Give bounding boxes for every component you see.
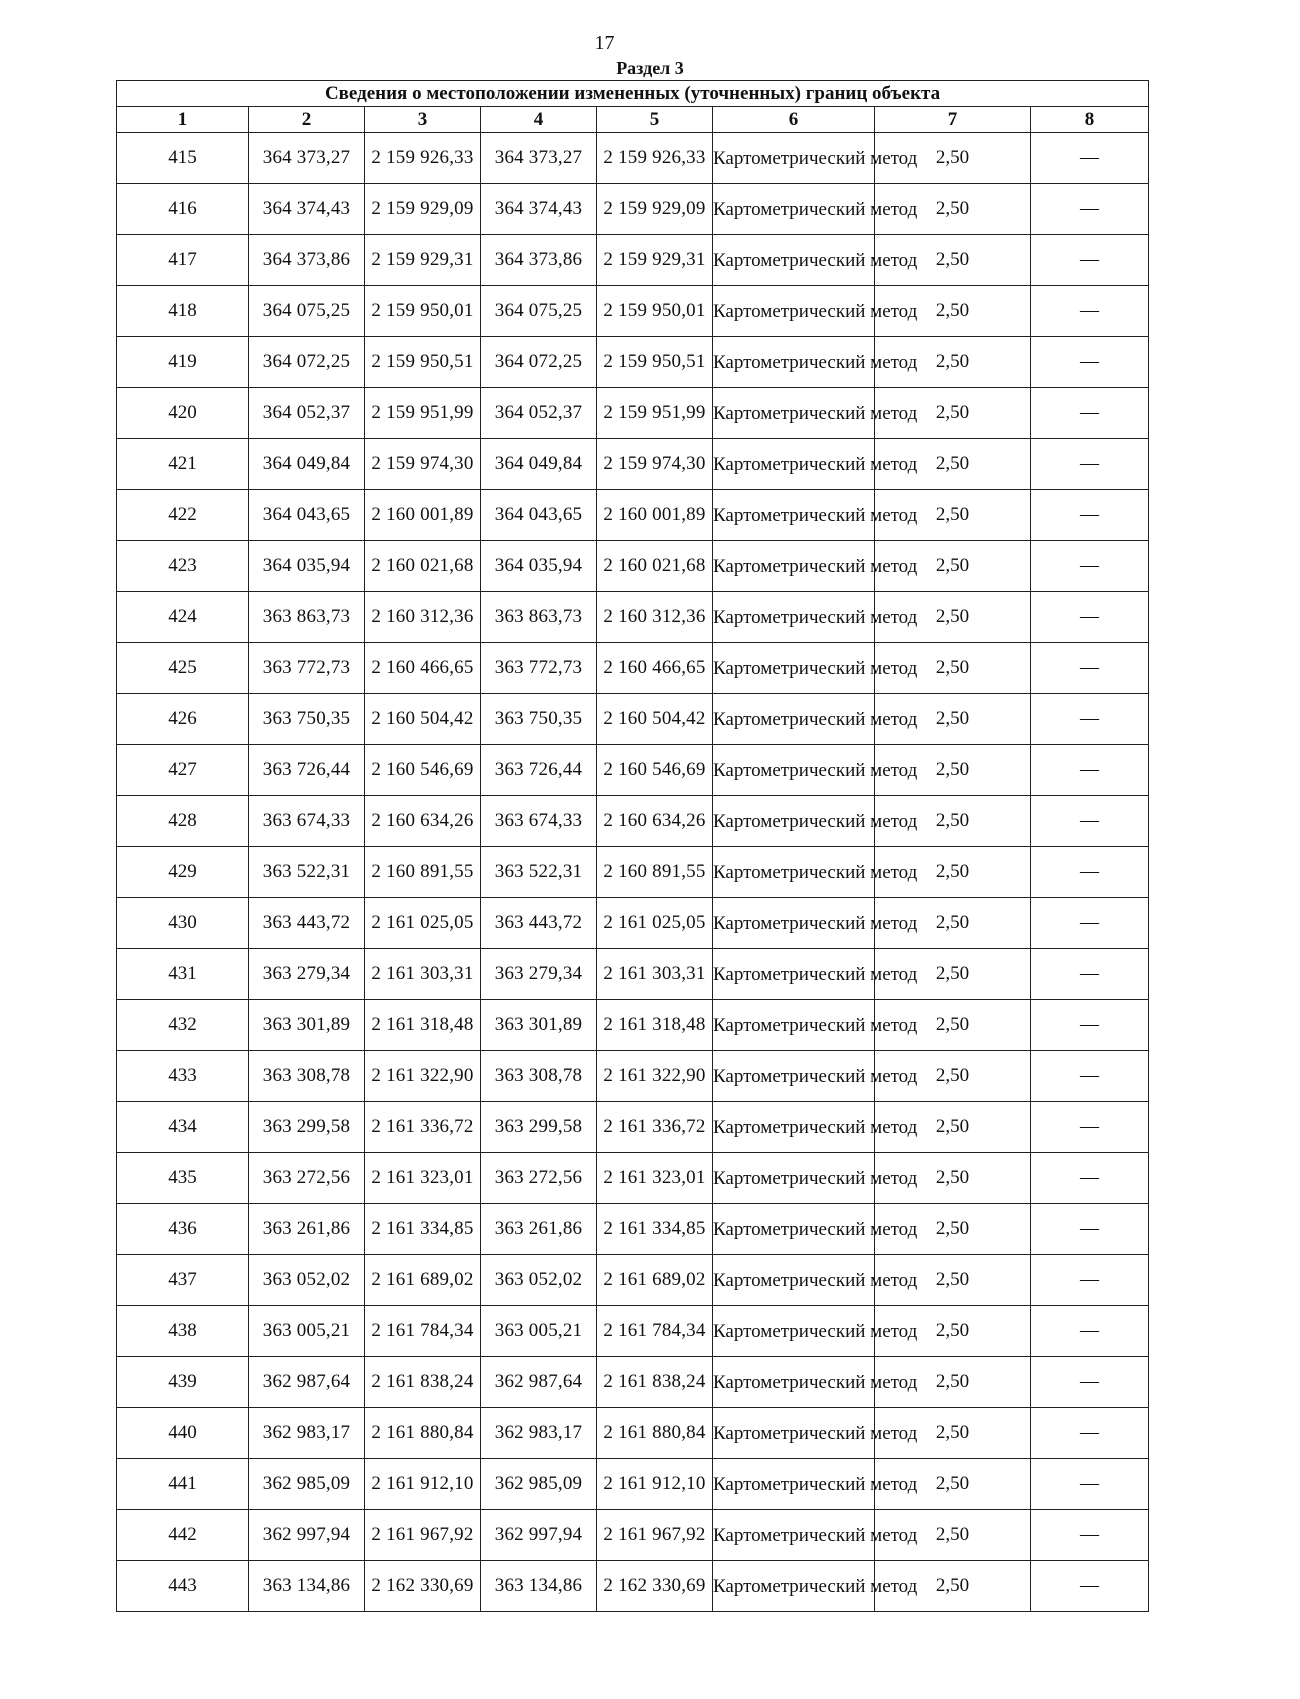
- accuracy-cell: 2,50: [875, 133, 1031, 184]
- x-existing-cell: 364 035,94: [249, 541, 365, 592]
- x-existing-cell: 363 522,31: [249, 847, 365, 898]
- x-new-cell: 363 299,58: [481, 1102, 597, 1153]
- table-row: [117, 1153, 1149, 1204]
- point-number-cell: 416: [117, 184, 249, 235]
- y-new-cell: 2 161 303,31: [597, 949, 713, 1000]
- description-cell: —: [1031, 286, 1149, 337]
- table-row: [117, 1000, 1149, 1051]
- y-existing-cell: 2 161 336,72: [365, 1102, 481, 1153]
- y-new-cell: 2 160 021,68: [597, 541, 713, 592]
- accuracy-cell: 2,50: [875, 439, 1031, 490]
- x-new-cell: 364 075,25: [481, 286, 597, 337]
- y-existing-cell: 2 159 950,01: [365, 286, 481, 337]
- x-new-cell: 363 272,56: [481, 1153, 597, 1204]
- accuracy-cell: 2,50: [875, 337, 1031, 388]
- point-number-cell: 435: [117, 1153, 249, 1204]
- column-number: 7: [875, 107, 1031, 133]
- y-new-cell: 2 160 546,69: [597, 745, 713, 796]
- y-existing-cell: 2 161 784,34: [365, 1306, 481, 1357]
- x-new-cell: 364 035,94: [481, 541, 597, 592]
- y-new-cell: 2 161 323,01: [597, 1153, 713, 1204]
- description-cell: —: [1031, 1051, 1149, 1102]
- x-new-cell: 362 987,64: [481, 1357, 597, 1408]
- accuracy-cell: 2,50: [875, 1102, 1031, 1153]
- y-new-cell: 2 160 001,89: [597, 490, 713, 541]
- page-number: 17: [594, 32, 615, 54]
- point-number-cell: 418: [117, 286, 249, 337]
- point-number-cell: 438: [117, 1306, 249, 1357]
- y-new-cell: 2 159 950,01: [597, 286, 713, 337]
- description-cell: —: [1031, 184, 1149, 235]
- point-number-cell: 437: [117, 1255, 249, 1306]
- table-row: [117, 235, 1149, 286]
- method-cell: Картометрический метод: [713, 1204, 875, 1255]
- y-existing-cell: 2 161 322,90: [365, 1051, 481, 1102]
- table-row: [117, 847, 1149, 898]
- x-new-cell: 363 726,44: [481, 745, 597, 796]
- method-cell: Картометрический метод: [713, 694, 875, 745]
- y-existing-cell: 2 159 929,09: [365, 184, 481, 235]
- method-cell: Картометрический метод: [713, 541, 875, 592]
- x-existing-cell: 363 299,58: [249, 1102, 365, 1153]
- point-number-cell: 421: [117, 439, 249, 490]
- x-existing-cell: 363 674,33: [249, 796, 365, 847]
- x-existing-cell: 364 052,37: [249, 388, 365, 439]
- x-new-cell: 363 301,89: [481, 1000, 597, 1051]
- description-cell: —: [1031, 439, 1149, 490]
- accuracy-cell: 2,50: [875, 1153, 1031, 1204]
- method-cell: Картометрический метод: [713, 439, 875, 490]
- x-existing-cell: 362 983,17: [249, 1408, 365, 1459]
- accuracy-cell: 2,50: [875, 847, 1031, 898]
- column-number: 2: [249, 107, 365, 133]
- method-cell: Картометрический метод: [713, 1255, 875, 1306]
- accuracy-cell: 2,50: [875, 1000, 1031, 1051]
- x-new-cell: 364 374,43: [481, 184, 597, 235]
- point-number-cell: 415: [117, 133, 249, 184]
- accuracy-cell: 2,50: [875, 1255, 1031, 1306]
- table-row: [117, 796, 1149, 847]
- description-cell: —: [1031, 796, 1149, 847]
- table-row: [117, 337, 1149, 388]
- y-existing-cell: 2 160 504,42: [365, 694, 481, 745]
- method-cell: Картометрический метод: [713, 745, 875, 796]
- x-existing-cell: 363 261,86: [249, 1204, 365, 1255]
- point-number-cell: 425: [117, 643, 249, 694]
- table-row: [117, 643, 1149, 694]
- table-row: [117, 1561, 1149, 1612]
- description-cell: —: [1031, 1102, 1149, 1153]
- accuracy-cell: 2,50: [875, 1306, 1031, 1357]
- y-new-cell: 2 160 634,26: [597, 796, 713, 847]
- y-existing-cell: 2 161 967,92: [365, 1510, 481, 1561]
- table-row: [117, 1459, 1149, 1510]
- y-existing-cell: 2 159 926,33: [365, 133, 481, 184]
- x-existing-cell: 363 301,89: [249, 1000, 365, 1051]
- accuracy-cell: 2,50: [875, 541, 1031, 592]
- y-existing-cell: 2 161 334,85: [365, 1204, 481, 1255]
- description-cell: —: [1031, 1408, 1149, 1459]
- y-existing-cell: 2 161 912,10: [365, 1459, 481, 1510]
- description-cell: —: [1031, 235, 1149, 286]
- point-number-cell: 441: [117, 1459, 249, 1510]
- y-new-cell: 2 159 974,30: [597, 439, 713, 490]
- x-new-cell: 363 308,78: [481, 1051, 597, 1102]
- x-existing-cell: 364 373,86: [249, 235, 365, 286]
- y-existing-cell: 2 161 838,24: [365, 1357, 481, 1408]
- x-new-cell: 364 043,65: [481, 490, 597, 541]
- table-row: [117, 1204, 1149, 1255]
- accuracy-cell: 2,50: [875, 745, 1031, 796]
- x-existing-cell: 362 997,94: [249, 1510, 365, 1561]
- y-new-cell: 2 159 929,09: [597, 184, 713, 235]
- method-cell: Картометрический метод: [713, 949, 875, 1000]
- method-cell: Картометрический метод: [713, 286, 875, 337]
- accuracy-cell: 2,50: [875, 286, 1031, 337]
- accuracy-cell: 2,50: [875, 643, 1031, 694]
- accuracy-cell: 2,50: [875, 1459, 1031, 1510]
- column-number: 8: [1031, 107, 1149, 133]
- description-cell: —: [1031, 1459, 1149, 1510]
- x-existing-cell: 364 075,25: [249, 286, 365, 337]
- description-cell: —: [1031, 592, 1149, 643]
- x-new-cell: 364 052,37: [481, 388, 597, 439]
- method-cell: Картометрический метод: [713, 1102, 875, 1153]
- y-existing-cell: 2 162 330,69: [365, 1561, 481, 1612]
- accuracy-cell: 2,50: [875, 1510, 1031, 1561]
- column-number: 4: [481, 107, 597, 133]
- method-cell: Картометрический метод: [713, 490, 875, 541]
- y-existing-cell: 2 160 891,55: [365, 847, 481, 898]
- description-cell: —: [1031, 1306, 1149, 1357]
- description-cell: —: [1031, 949, 1149, 1000]
- description-cell: —: [1031, 388, 1149, 439]
- table-row: [117, 1408, 1149, 1459]
- x-new-cell: 363 005,21: [481, 1306, 597, 1357]
- x-existing-cell: 364 043,65: [249, 490, 365, 541]
- point-number-cell: 417: [117, 235, 249, 286]
- table-row: [117, 1051, 1149, 1102]
- table-row: [117, 694, 1149, 745]
- x-existing-cell: 364 049,84: [249, 439, 365, 490]
- table-row: [117, 949, 1149, 1000]
- y-new-cell: 2 161 838,24: [597, 1357, 713, 1408]
- x-new-cell: 363 279,34: [481, 949, 597, 1000]
- x-existing-cell: 363 443,72: [249, 898, 365, 949]
- y-new-cell: 2 159 926,33: [597, 133, 713, 184]
- point-number-cell: 442: [117, 1510, 249, 1561]
- x-new-cell: 362 985,09: [481, 1459, 597, 1510]
- method-cell: Картометрический метод: [713, 847, 875, 898]
- y-new-cell: 2 161 322,90: [597, 1051, 713, 1102]
- description-cell: —: [1031, 898, 1149, 949]
- y-new-cell: 2 161 784,34: [597, 1306, 713, 1357]
- table-row: [117, 388, 1149, 439]
- point-number-cell: 439: [117, 1357, 249, 1408]
- point-number-cell: 423: [117, 541, 249, 592]
- table-row: [117, 592, 1149, 643]
- x-existing-cell: 364 374,43: [249, 184, 365, 235]
- table-row: [117, 286, 1149, 337]
- table-row: [117, 1510, 1149, 1561]
- point-number-cell: 434: [117, 1102, 249, 1153]
- table-row: [117, 133, 1149, 184]
- table-row: [117, 1357, 1149, 1408]
- accuracy-cell: 2,50: [875, 1561, 1031, 1612]
- y-existing-cell: 2 159 951,99: [365, 388, 481, 439]
- boundary-coordinates-table: [116, 80, 1149, 1612]
- x-existing-cell: 364 373,27: [249, 133, 365, 184]
- description-cell: —: [1031, 643, 1149, 694]
- section-title: Раздел 3: [616, 58, 684, 78]
- y-new-cell: 2 161 336,72: [597, 1102, 713, 1153]
- table-row: [117, 1306, 1149, 1357]
- method-cell: Картометрический метод: [713, 1357, 875, 1408]
- accuracy-cell: 2,50: [875, 490, 1031, 541]
- description-cell: —: [1031, 1357, 1149, 1408]
- x-existing-cell: 363 726,44: [249, 745, 365, 796]
- method-cell: Картометрический метод: [713, 643, 875, 694]
- description-cell: —: [1031, 1510, 1149, 1561]
- description-cell: —: [1031, 1000, 1149, 1051]
- y-new-cell: 2 160 891,55: [597, 847, 713, 898]
- method-cell: Картометрический метод: [713, 1408, 875, 1459]
- method-cell: Картометрический метод: [713, 796, 875, 847]
- point-number-cell: 440: [117, 1408, 249, 1459]
- method-cell: Картометрический метод: [713, 898, 875, 949]
- x-new-cell: 364 072,25: [481, 337, 597, 388]
- y-new-cell: 2 162 330,69: [597, 1561, 713, 1612]
- x-new-cell: 363 522,31: [481, 847, 597, 898]
- description-cell: —: [1031, 1153, 1149, 1204]
- y-existing-cell: 2 161 303,31: [365, 949, 481, 1000]
- x-new-cell: 363 134,86: [481, 1561, 597, 1612]
- point-number-cell: 433: [117, 1051, 249, 1102]
- y-existing-cell: 2 159 950,51: [365, 337, 481, 388]
- x-existing-cell: 363 772,73: [249, 643, 365, 694]
- y-new-cell: 2 159 950,51: [597, 337, 713, 388]
- method-cell: Картометрический метод: [713, 337, 875, 388]
- y-new-cell: 2 161 967,92: [597, 1510, 713, 1561]
- y-existing-cell: 2 161 318,48: [365, 1000, 481, 1051]
- y-new-cell: 2 161 880,84: [597, 1408, 713, 1459]
- x-new-cell: 364 373,86: [481, 235, 597, 286]
- x-existing-cell: 364 072,25: [249, 337, 365, 388]
- description-cell: —: [1031, 337, 1149, 388]
- y-new-cell: 2 160 466,65: [597, 643, 713, 694]
- point-number-cell: 443: [117, 1561, 249, 1612]
- x-new-cell: 363 674,33: [481, 796, 597, 847]
- point-number-cell: 429: [117, 847, 249, 898]
- point-number-cell: 427: [117, 745, 249, 796]
- method-cell: Картометрический метод: [713, 592, 875, 643]
- x-new-cell: 362 997,94: [481, 1510, 597, 1561]
- y-new-cell: 2 161 318,48: [597, 1000, 713, 1051]
- table-row: [117, 490, 1149, 541]
- table-row: [117, 898, 1149, 949]
- x-existing-cell: 363 272,56: [249, 1153, 365, 1204]
- point-number-cell: 424: [117, 592, 249, 643]
- y-new-cell: 2 161 334,85: [597, 1204, 713, 1255]
- x-existing-cell: 363 052,02: [249, 1255, 365, 1306]
- column-number: 3: [365, 107, 481, 133]
- y-existing-cell: 2 160 021,68: [365, 541, 481, 592]
- description-cell: —: [1031, 541, 1149, 592]
- method-cell: Картометрический метод: [713, 1000, 875, 1051]
- column-number: 6: [713, 107, 875, 133]
- accuracy-cell: 2,50: [875, 1357, 1031, 1408]
- accuracy-cell: 2,50: [875, 388, 1031, 439]
- x-new-cell: 364 049,84: [481, 439, 597, 490]
- table-row: [117, 439, 1149, 490]
- point-number-cell: 419: [117, 337, 249, 388]
- table-row: [117, 745, 1149, 796]
- method-cell: Картометрический метод: [713, 184, 875, 235]
- column-number: 5: [597, 107, 713, 133]
- x-existing-cell: 363 308,78: [249, 1051, 365, 1102]
- method-cell: Картометрический метод: [713, 1051, 875, 1102]
- point-number-cell: 420: [117, 388, 249, 439]
- description-cell: —: [1031, 694, 1149, 745]
- x-new-cell: 363 772,73: [481, 643, 597, 694]
- accuracy-cell: 2,50: [875, 949, 1031, 1000]
- y-existing-cell: 2 161 025,05: [365, 898, 481, 949]
- x-new-cell: 363 443,72: [481, 898, 597, 949]
- description-cell: —: [1031, 745, 1149, 796]
- x-new-cell: 363 750,35: [481, 694, 597, 745]
- point-number-cell: 428: [117, 796, 249, 847]
- x-existing-cell: 362 987,64: [249, 1357, 365, 1408]
- table-row: [117, 541, 1149, 592]
- table-caption: Сведения о местоположении измененных (уточненных) границ объекта: [117, 81, 1149, 107]
- method-cell: Картометрический метод: [713, 1306, 875, 1357]
- table-row: [117, 1255, 1149, 1306]
- y-existing-cell: 2 160 001,89: [365, 490, 481, 541]
- y-existing-cell: 2 161 323,01: [365, 1153, 481, 1204]
- y-existing-cell: 2 160 466,65: [365, 643, 481, 694]
- point-number-cell: 426: [117, 694, 249, 745]
- column-number: 1: [117, 107, 249, 133]
- x-new-cell: 363 863,73: [481, 592, 597, 643]
- x-existing-cell: 363 134,86: [249, 1561, 365, 1612]
- accuracy-cell: 2,50: [875, 694, 1031, 745]
- accuracy-cell: 2,50: [875, 235, 1031, 286]
- accuracy-cell: 2,50: [875, 1408, 1031, 1459]
- description-cell: —: [1031, 1204, 1149, 1255]
- accuracy-cell: 2,50: [875, 592, 1031, 643]
- x-existing-cell: 363 005,21: [249, 1306, 365, 1357]
- method-cell: Картометрический метод: [713, 388, 875, 439]
- y-existing-cell: 2 161 689,02: [365, 1255, 481, 1306]
- y-existing-cell: 2 160 546,69: [365, 745, 481, 796]
- x-new-cell: 364 373,27: [481, 133, 597, 184]
- y-existing-cell: 2 160 312,36: [365, 592, 481, 643]
- y-new-cell: 2 161 025,05: [597, 898, 713, 949]
- column-number-row: [117, 107, 1149, 133]
- description-cell: —: [1031, 847, 1149, 898]
- description-cell: —: [1031, 1255, 1149, 1306]
- point-number-cell: 432: [117, 1000, 249, 1051]
- y-new-cell: 2 161 912,10: [597, 1459, 713, 1510]
- y-existing-cell: 2 161 880,84: [365, 1408, 481, 1459]
- x-existing-cell: 363 863,73: [249, 592, 365, 643]
- y-existing-cell: 2 159 974,30: [365, 439, 481, 490]
- x-new-cell: 362 983,17: [481, 1408, 597, 1459]
- y-new-cell: 2 160 312,36: [597, 592, 713, 643]
- x-new-cell: 363 052,02: [481, 1255, 597, 1306]
- point-number-cell: 431: [117, 949, 249, 1000]
- y-new-cell: 2 159 929,31: [597, 235, 713, 286]
- y-existing-cell: 2 159 929,31: [365, 235, 481, 286]
- method-cell: Картометрический метод: [713, 1153, 875, 1204]
- description-cell: —: [1031, 1561, 1149, 1612]
- table-body: [117, 133, 1149, 1612]
- method-cell: Картометрический метод: [713, 1561, 875, 1612]
- y-new-cell: 2 161 689,02: [597, 1255, 713, 1306]
- accuracy-cell: 2,50: [875, 184, 1031, 235]
- method-cell: Картометрический метод: [713, 133, 875, 184]
- method-cell: Картометрический метод: [713, 1510, 875, 1561]
- point-number-cell: 430: [117, 898, 249, 949]
- y-existing-cell: 2 160 634,26: [365, 796, 481, 847]
- x-existing-cell: 362 985,09: [249, 1459, 365, 1510]
- y-new-cell: 2 160 504,42: [597, 694, 713, 745]
- point-number-cell: 422: [117, 490, 249, 541]
- y-new-cell: 2 159 951,99: [597, 388, 713, 439]
- accuracy-cell: 2,50: [875, 898, 1031, 949]
- accuracy-cell: 2,50: [875, 1051, 1031, 1102]
- accuracy-cell: 2,50: [875, 796, 1031, 847]
- table-row: [117, 184, 1149, 235]
- point-number-cell: 436: [117, 1204, 249, 1255]
- x-new-cell: 363 261,86: [481, 1204, 597, 1255]
- table-row: [117, 1102, 1149, 1153]
- description-cell: —: [1031, 490, 1149, 541]
- accuracy-cell: 2,50: [875, 1204, 1031, 1255]
- method-cell: Картометрический метод: [713, 1459, 875, 1510]
- method-cell: Картометрический метод: [713, 235, 875, 286]
- x-existing-cell: 363 279,34: [249, 949, 365, 1000]
- description-cell: —: [1031, 133, 1149, 184]
- x-existing-cell: 363 750,35: [249, 694, 365, 745]
